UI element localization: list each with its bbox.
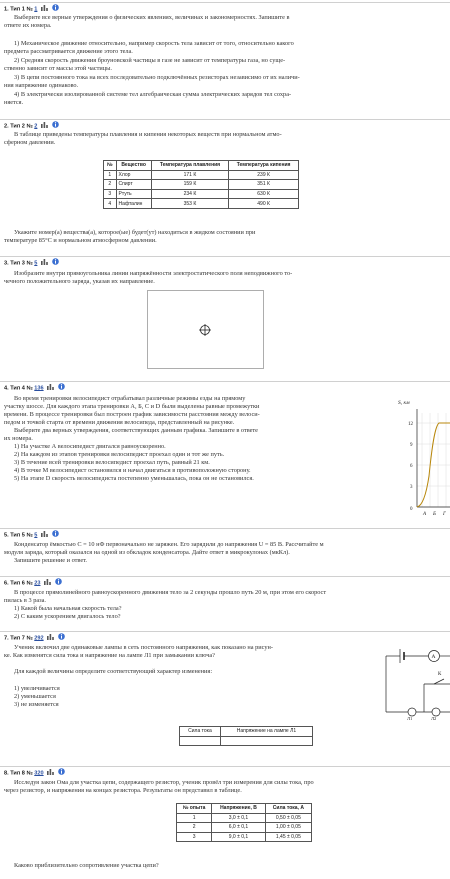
option-text: 2) Средняя скорость движения броуновской частицы в газе не зависит от температуры газа, но суще- (14, 57, 286, 64)
task-number-link[interactable]: 136 (34, 385, 44, 392)
table-row (177, 832, 312, 842)
task-text: Изобразите внутри прямоугольника линии напряжённости электростатического поля неподвижного то- (14, 270, 293, 277)
task-separator (0, 631, 450, 632)
task-header (4, 633, 65, 641)
question-text: Каково приблизительно сопротивление участка цепи? (14, 862, 159, 869)
task-type-label: 2. Тип 2 № (4, 123, 33, 130)
y-tick-label: 3 (410, 485, 413, 490)
bar-chart-icon[interactable] (44, 579, 51, 588)
info-icon[interactable] (58, 768, 65, 778)
task-header (4, 578, 62, 586)
field-rectangle[interactable] (147, 290, 265, 370)
y-tick-label: 12 (408, 422, 413, 427)
task-separator (0, 119, 450, 120)
x-tick-label: А (423, 512, 427, 517)
table-cell: Спирт (116, 180, 151, 190)
column-header: № опыта (177, 804, 212, 814)
table-cell: 351 К (229, 180, 299, 190)
ammeter-label: A (431, 654, 436, 660)
task-text: Конденсатор ёмкостью С = 10 нФ первоначально не заряжен. Его зарядили до напряжения U = 85 В. Рассчитайте м (14, 541, 324, 548)
table-row (104, 199, 299, 209)
task-number-link[interactable]: 23 (34, 580, 41, 587)
bar-chart-icon[interactable] (41, 5, 48, 14)
y-tick-label: 6 (410, 464, 413, 469)
substances-table (103, 160, 299, 209)
table-cell: 0,50 ± 0,05 (265, 813, 311, 823)
column-header: Температура плавления (151, 161, 228, 171)
table-cell: 234 К (151, 189, 228, 199)
answer-row[interactable] (180, 736, 313, 746)
table-cell: Нафталин (116, 199, 151, 209)
table-cell: 1,45 ± 0,05 (265, 832, 311, 842)
task-text: сферном давлении. (4, 139, 56, 146)
task-text: В таблице приведены температуры плавления и кипения некоторых веществ при нормальном атмо- (14, 131, 282, 138)
task-type-label: 7. Тип 7 № (4, 635, 33, 642)
bar-chart-icon[interactable] (47, 384, 54, 393)
task-separator (0, 2, 450, 3)
task-text: участку шоссе. Для каждого этапа тренировки А, Б, С и D были выделены равные промежутки (4, 403, 260, 410)
option-text: ния напряжение одинаково. (4, 82, 79, 89)
table-cell: 239 К (229, 170, 299, 180)
table-cell: 171 К (151, 170, 228, 180)
column-header: Напряжение на лампе Л1 (220, 727, 312, 737)
measurements-table (176, 803, 312, 842)
option-text: 2) На каждом из этапов тренировки велосипедист проехал один и тот же путь. (14, 451, 225, 458)
option-text: ственно зависит от массы этой частицы. (4, 65, 112, 72)
lamp-label: Л2 (431, 716, 437, 721)
table-row (177, 813, 312, 823)
column-header: Сила тока (180, 727, 221, 737)
option-text: няется. (4, 99, 24, 106)
y-tick-label: 9 (410, 443, 413, 448)
task-text: Выберите два верных утверждения, соответствующих данным графика. Запишите в ответе (14, 427, 258, 434)
option-text: 4) В точке М велосипедист остановился и начал двигаться в противоположную сторону. (14, 467, 251, 474)
table-cell: 6,0 ± 0,1 (212, 823, 266, 833)
task-text: Выберите все верные утверждения о физических явлениях, величинах и закономерностях. Запишите в (14, 14, 290, 21)
table-cell: 630 К (229, 189, 299, 199)
table-row (104, 189, 299, 199)
task-number-link[interactable]: 320 (34, 770, 44, 777)
table-row (177, 823, 312, 833)
task-type-label: 5. Тип 5 № (4, 532, 33, 539)
task-text: чечного положительного заряда, указав их направление. (4, 278, 155, 285)
answer-cell[interactable] (220, 736, 312, 746)
task-text: Во время тренировки велосипедист отрабатывал различные режимы езды на прямому (14, 395, 246, 402)
switch-label: К (438, 672, 442, 677)
table-cell: 353 К (151, 199, 228, 209)
info-icon[interactable] (52, 4, 59, 14)
bar-chart-icon[interactable] (47, 769, 54, 778)
table-header-row (180, 727, 313, 737)
task-number-link[interactable]: 292 (34, 635, 44, 642)
table-cell: 1,00 ± 0,05 (265, 823, 311, 833)
info-icon[interactable] (52, 530, 59, 540)
option-text: 1) увеличивается (14, 685, 60, 692)
circuit-diagram (378, 644, 450, 720)
task-number-link[interactable]: 2 (34, 123, 38, 130)
info-icon[interactable] (58, 383, 65, 393)
option-text: 2) уменьшается (14, 693, 56, 700)
bar-chart-icon[interactable] (41, 259, 48, 268)
task-type-label: 3. Тип 3 № (4, 260, 33, 267)
bar-chart-icon[interactable] (41, 531, 48, 540)
table-header-row (177, 804, 312, 814)
task-header (4, 258, 59, 266)
table-cell: 1 (177, 813, 212, 823)
table-cell: 159 К (151, 180, 228, 190)
option-text: 3) не изменяется (14, 701, 59, 708)
table-cell: 3 (104, 189, 117, 199)
table-cell: Ртуть (116, 189, 151, 199)
task-text: педом и точкой старта от времени движения велосипеда, представленный на рисунке. (4, 419, 235, 426)
table-cell: 9,0 ± 0,1 (212, 832, 266, 842)
table-cell: 4 (104, 199, 117, 209)
task-text: Для каждой величины определите соответствующий характер изменения: (14, 668, 213, 675)
task-header (4, 121, 59, 129)
option-text: предмета рассматривается движение этого тела. (4, 48, 133, 55)
info-icon[interactable] (58, 633, 65, 643)
answer-table[interactable] (179, 726, 313, 746)
task-text: Ученик включил две одинаковые лампы в сеть постоянного напряжения, как показано на рисун- (14, 644, 273, 651)
task-separator (0, 766, 450, 767)
task-separator (0, 256, 450, 257)
task-number-link[interactable]: 5 (34, 532, 38, 539)
table-cell: 2 (104, 180, 117, 190)
column-header: Вещество (116, 161, 151, 171)
task-separator (0, 381, 450, 382)
bar-chart-icon[interactable] (47, 634, 54, 643)
option-text: 1) Механическое движение относительно, например скорость тела зависит от того, относительно какого (14, 40, 294, 47)
lamp-icon (408, 708, 416, 716)
task-text: Укажите номер(а) вещества(а), которое(ые) будет(ут) находиться в жидком состоянии при (14, 229, 256, 236)
option-text: 5) На этапе D скорость велосипедиста постепенно уменьшалась, пока он не остановился. (14, 475, 254, 482)
task-text: пилась в 3 раза. (4, 597, 46, 604)
info-icon[interactable] (52, 258, 59, 268)
table-cell: 490 К (229, 199, 299, 209)
x-tick-label: Б (433, 512, 436, 517)
table-row (104, 180, 299, 190)
y-tick-label: 0 (410, 507, 413, 512)
task-header (4, 530, 59, 538)
option-text: 3) В течение всей тренировки велосипедист проехал путь, равный 21 км. (14, 459, 210, 466)
task-text: Исследуя закон Ома для участка цепи, содержащего резистор, ученик провёл три измерения для силы тока, про (14, 779, 314, 786)
task-header (4, 768, 65, 776)
lamp-label: Л1 (407, 716, 413, 721)
option-text: 3) В цепи постоянного тока на всех последовательно подключённых резисторах независимо от их наличи- (14, 74, 300, 81)
info-icon[interactable] (52, 121, 59, 131)
graph-ylabel: S, км (398, 400, 410, 406)
column-header: № (104, 161, 117, 171)
option-text: 4) В электрически изолированной системе тел алгебраическая сумма электрических зарядов тел сохра- (14, 91, 292, 98)
column-header: Напряжение, В (212, 804, 266, 814)
table-row (104, 170, 299, 180)
column-header: Температура кипения (229, 161, 299, 171)
table-header-row (104, 161, 299, 171)
question-text: 2) С каким ускорением двигалось тело? (14, 613, 121, 620)
table-cell: 3,0 ± 0,1 (212, 813, 266, 823)
bar-chart-icon[interactable] (41, 122, 48, 131)
info-icon[interactable] (55, 578, 62, 588)
task-text: ответе их номера. (4, 22, 52, 29)
answer-cell[interactable] (180, 736, 221, 746)
task-text: Запишите решение и ответ. (14, 557, 87, 564)
task-text: через резистор, и напряжения на концах резистора. Результаты он представил в таблице. (4, 787, 242, 794)
task-type-label: 6. Тип 6 № (4, 580, 33, 587)
task-header (4, 4, 59, 12)
task-text: ке. Как изменятся сила тока и напряжение на лампе Л1 при замыкании ключа? (4, 652, 215, 659)
task-number-link[interactable]: 5 (34, 260, 38, 267)
option-text: 1) На участке А велосипедист двигался равноускоренно. (14, 443, 166, 450)
graph-grid (417, 413, 450, 507)
table-cell: 3 (177, 832, 212, 842)
table-cell: 1 (104, 170, 117, 180)
task-separator (0, 528, 450, 529)
question-text: 1) Какой была начальная скорость тела? (14, 605, 122, 612)
lamp-icon (432, 708, 440, 716)
task-text: времени. В процессе тренировки был построен график зависимости расстояния между велоси- (4, 411, 260, 418)
task-separator (0, 576, 450, 577)
x-tick-label: Г (443, 512, 446, 517)
task-text: их номера. (4, 435, 33, 442)
table-cell: 2 (177, 823, 212, 833)
task-number-link[interactable]: 1 (34, 6, 38, 13)
task-text: В процессе прямолинейного равноускоренного движения тело за 2 секунды прошло путь 20 м, при этом его скорост (14, 589, 327, 596)
task-header (4, 383, 65, 391)
task-type-label: 8. Тип 8 № (4, 770, 33, 777)
task-type-label: 4. Тип 4 № (4, 385, 33, 392)
task-text: модуля заряда, который оказался на одной из обкладок конденсатора. Дайте ответ в микрокулонах (мкКл). (4, 549, 290, 556)
distance-time-graph (395, 396, 450, 518)
column-header: Сила тока, А (265, 804, 311, 814)
task-type-label: 1. Тип 1 № (4, 6, 33, 13)
task-text: температуре 85°С и нормальном атмосферном давлении. (4, 237, 157, 244)
table-cell: Хлор (116, 170, 151, 180)
